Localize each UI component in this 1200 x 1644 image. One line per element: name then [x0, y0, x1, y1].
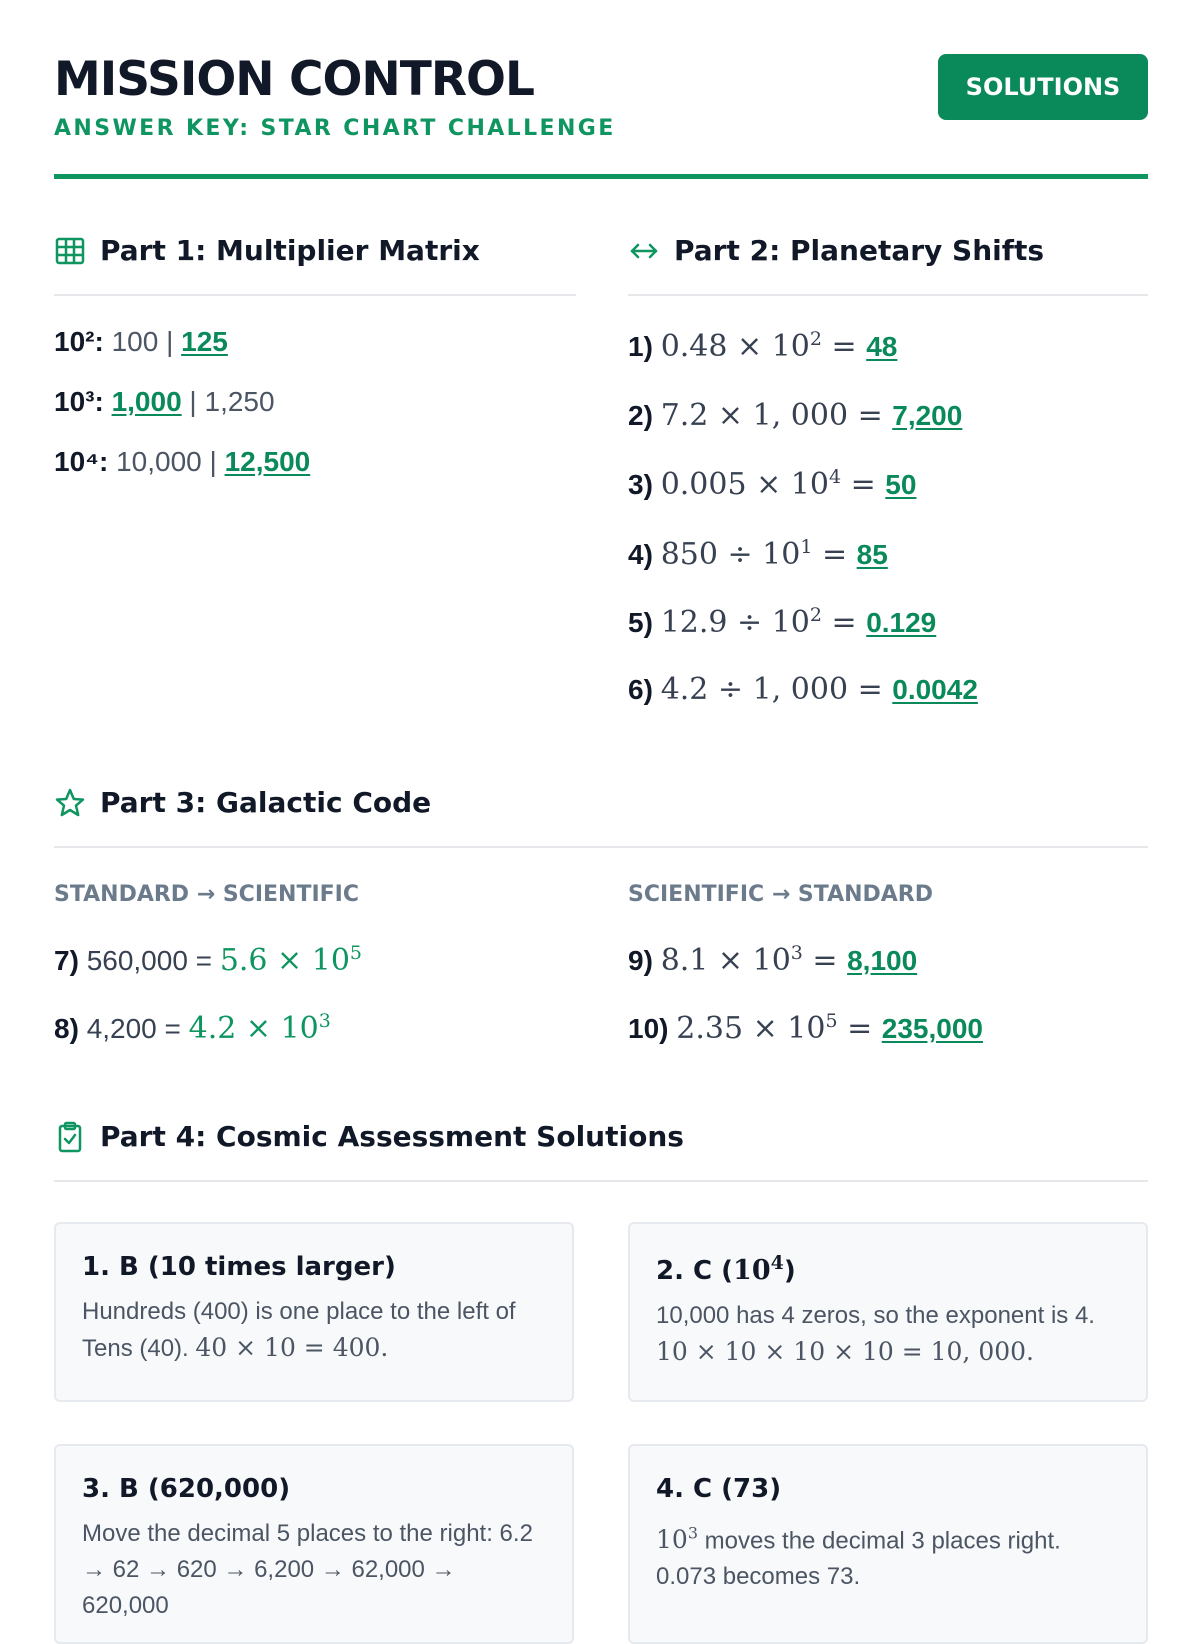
- part4-divider: [54, 1180, 1148, 1182]
- matrix-row: 10³: 1,000 | 1,250: [54, 386, 275, 417]
- part2-heading: [628, 234, 1044, 267]
- part2-title: Part 2: Planetary Shifts: [674, 234, 1044, 267]
- standard-to-scientific-label: STANDARD → SCIENTIFIC: [54, 882, 359, 907]
- solution-card-body: $10^3$ moves the decimal 3 places right. 0.073 becomes 73.: [656, 1524, 1061, 1591]
- code-item: 7) $560,000 = 5.6 \times 10^5$: [54, 942, 362, 978]
- code-item: 10) $2.35 \times 10^5 = 235,000$: [628, 1010, 983, 1046]
- part3-divider: [54, 846, 1148, 848]
- part1-divider: [54, 294, 576, 296]
- solution-card-title: 2. C $(10^4)$: [656, 1252, 796, 1286]
- solution-card-body: Hundreds (400) is one place to the left of Tens (40). 40 × 10 = 400.: [82, 1298, 516, 1362]
- solution-card-title: 4. C (73): [656, 1474, 782, 1504]
- matrix-row: 10⁴: 10,000 | 12,500: [54, 446, 311, 477]
- part4-title: Part 4: Cosmic Assessment Solutions: [100, 1120, 684, 1153]
- part4-heading: [54, 1120, 684, 1153]
- shift-item: 5) $12.9 \div 10^2 = 0.129$: [628, 604, 937, 640]
- code-item: 9) $8.1 \times 10^3 = 8,100$: [628, 942, 918, 978]
- solution-card: [54, 1222, 574, 1402]
- star-icon: [54, 787, 86, 819]
- page-subtitle: ANSWER KEY: STAR CHART CHALLENGE: [54, 116, 616, 141]
- matrix-row: 10²: 100 | 125: [54, 326, 228, 357]
- solution-card-title: 3. B (620,000): [82, 1474, 291, 1504]
- page-title: MISSION CONTROL: [54, 52, 534, 107]
- part3-heading: [54, 786, 431, 819]
- shift-item: 6) 4.2 ÷ 1, 000 = 0.0042: [628, 672, 978, 707]
- part2-divider: [628, 294, 1148, 296]
- solution-card-title: 1. B (10 times larger): [82, 1252, 396, 1282]
- shift-item: 2) 7.2 × 1, 000 = 7,200: [628, 398, 963, 433]
- solutions-button[interactable]: SOLUTIONS: [938, 54, 1148, 120]
- arrows-left-right-icon: [628, 235, 660, 267]
- clipboard-check-icon: [54, 1121, 86, 1153]
- solution-card: [628, 1222, 1148, 1402]
- shift-item: 1) $0.48 \times 10^2 = 48$: [628, 328, 898, 364]
- shift-item: 3) $0.005 \times 10^4 = 50$: [628, 466, 917, 502]
- solution-card-body: Move the decimal 5 places to the right: 6.2 → 62 → 620 → 6,200 → 62,000 → 620,000: [82, 1520, 533, 1619]
- part3-title: Part 3: Galactic Code: [100, 786, 432, 819]
- solution-card-body: 10,000 has 4 zeros, so the exponent is 4. 10 × 10 × 10 × 10 = 10, 000.: [656, 1302, 1095, 1366]
- part1-title: Part 1: Multiplier Matrix: [100, 234, 480, 267]
- code-item: 8) $4,200 = 4.2 \times 10^3$: [54, 1010, 331, 1046]
- part1-heading: [54, 234, 480, 267]
- table-grid-icon: [54, 235, 86, 267]
- shift-item: 4) $850 \div 10^1 = 85$: [628, 536, 888, 572]
- solution-card: [54, 1444, 574, 1644]
- header-divider: [54, 174, 1148, 179]
- solution-card: [628, 1444, 1148, 1644]
- scientific-to-standard-label: SCIENTIFIC → STANDARD: [628, 882, 933, 907]
